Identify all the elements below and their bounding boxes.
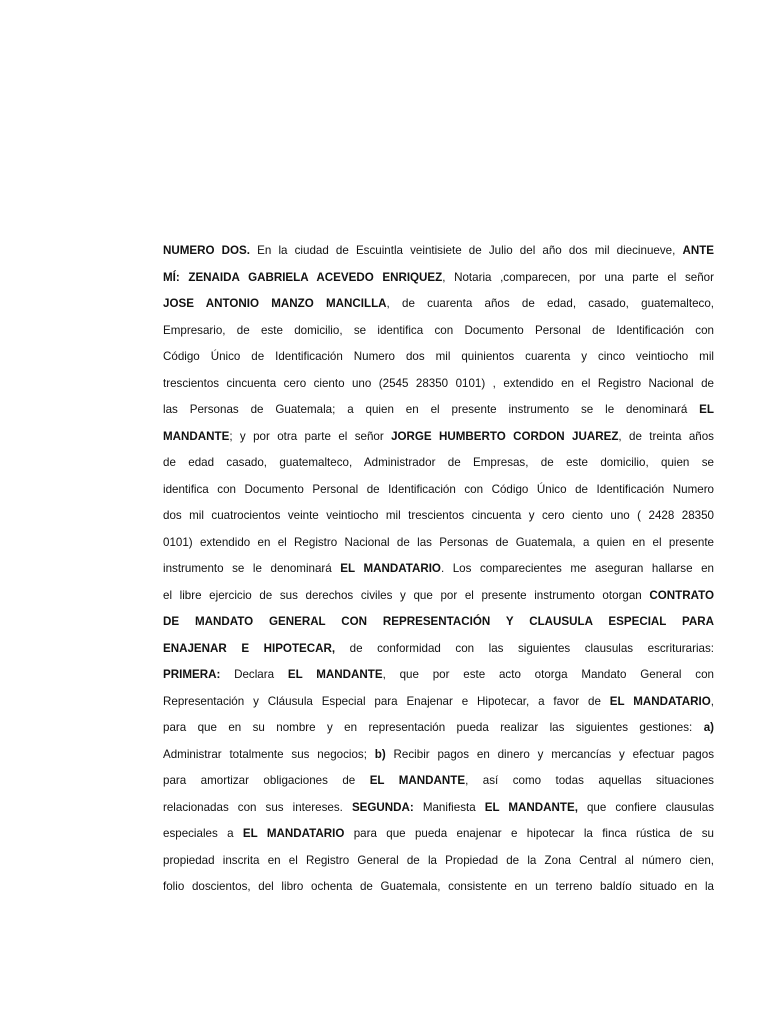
text-segment: instrumento se le denominará	[163, 562, 341, 575]
text-line	[163, 662, 714, 689]
text-segment: de conformidad con las siguientes clausulas escriturarias:	[335, 641, 714, 655]
text-segment: que confiere clausulas	[577, 800, 714, 814]
text-segment: MÍ: ZENAIDA GABRIELA ACEVEDO ENRIQUEZ	[163, 270, 443, 284]
text-segment: Administrar totalmente sus negocios;	[163, 747, 375, 761]
text-line	[163, 795, 714, 822]
text-segment: las Personas de Guatemala; a quien en el presente instrumento se le denominará	[163, 403, 700, 416]
text-segment: ; y por otra parte el señor	[229, 429, 392, 443]
text-segment: folio doscientos, del libro ochenta de Guatemala, consistente en un terreno baldío situado en la	[163, 880, 714, 893]
text-segment: trescientos cincuenta cero ciento uno (2545 28350 0101) , extendido en el Registro Nacional de	[163, 376, 714, 390]
text-line	[163, 397, 714, 424]
text-line	[163, 371, 714, 398]
text-segment: especiales a	[163, 827, 243, 840]
text-segment: Recibir pagos en dinero y mercancías y efectuar pagos	[385, 747, 714, 761]
text-segment: EL MANDATARIO	[609, 694, 711, 708]
text-segment: MANDANTE	[163, 429, 230, 443]
text-segment: , de treinta años	[618, 429, 714, 443]
text-line	[163, 768, 714, 795]
text-line	[163, 530, 714, 557]
text-line	[163, 291, 714, 318]
text-segment: 0101) extendido en el Registro Nacional de las Personas de Guatemala, a quien en el presente	[163, 535, 714, 549]
text-line	[163, 318, 714, 345]
text-segment: Código Único de Identificación Numero dos mil quinientos cuarenta y cinco veintiocho mil	[163, 350, 714, 363]
text-segment: propiedad inscrita en el Registro General de la Propiedad de la Zona Central al número cien,	[163, 853, 714, 867]
text-line	[163, 609, 714, 636]
text-segment: el libre ejercicio de sus derechos civiles y que por el presente instrumento otorgan	[163, 588, 650, 602]
text-segment: En la ciudad de Escuintla veintisiete de Julio del año dos mil diecinueve,	[250, 244, 683, 257]
text-segment: Declara	[220, 668, 288, 681]
text-line	[163, 344, 714, 371]
text-line	[163, 848, 714, 875]
text-line	[163, 636, 714, 663]
text-segment: identifica con Documento Personal de Identificación con Código Único de Identificación Numero	[163, 482, 714, 496]
text-line	[163, 424, 714, 451]
text-line	[163, 821, 714, 848]
text-segment: a)	[703, 721, 714, 734]
text-segment: , así como todas aquellas situaciones	[465, 774, 714, 787]
text-segment: de edad casado, guatemalteco, Administrador de Empresas, de este domicilio, quien se	[163, 456, 714, 469]
text-segment: relacionadas con sus intereses.	[163, 800, 352, 814]
text-segment: EL MANDATARIO	[242, 827, 345, 840]
text-segment: Representación y Cláusula Especial para Enajenar e Hipotecar, a favor de	[163, 694, 610, 708]
document-body	[163, 238, 714, 901]
text-segment: CONTRATO	[649, 588, 714, 602]
text-segment: , Notaria ,comparecen, por una parte el señor	[442, 270, 714, 284]
text-line	[163, 450, 714, 477]
text-segment: , de cuarenta años de edad, casado, guatemalteco,	[386, 297, 714, 310]
text-segment: Manifiesta	[413, 800, 485, 814]
text-segment: EL MANDATARIO	[340, 562, 441, 575]
text-segment: EL	[699, 403, 714, 416]
text-line	[163, 874, 714, 901]
text-line	[163, 265, 714, 292]
text-line	[163, 556, 714, 583]
text-segment: ,	[710, 694, 714, 708]
text-segment: ANTE	[682, 244, 715, 257]
text-segment: EL MANDANTE	[369, 774, 466, 787]
text-segment: para que en su nombre y en representación pueda realizar las siguientes gestiones:	[163, 721, 704, 734]
text-segment: JOSE ANTONIO MANZO MANCILLA	[163, 297, 387, 310]
text-segment: . Los comparecientes me aseguran hallarse en	[440, 562, 714, 575]
text-line	[163, 583, 714, 610]
text-line	[163, 477, 714, 504]
text-segment: EL MANDANTE,	[484, 800, 578, 814]
text-segment: b)	[374, 747, 386, 761]
text-line	[163, 742, 714, 769]
text-segment: , que por este acto otorga Mandato General con	[382, 668, 714, 681]
text-segment: PRIMERA:	[163, 668, 221, 681]
text-line	[163, 503, 714, 530]
text-segment: EL MANDANTE	[287, 668, 383, 681]
text-line	[163, 689, 714, 716]
text-segment: para amortizar obligaciones de	[163, 774, 370, 787]
text-segment: dos mil cuatrocientos veinte veintiocho mil trescientos cincuenta y cero ciento uno ( 2428 28350	[163, 509, 714, 522]
text-line	[163, 715, 714, 742]
text-line	[163, 238, 714, 265]
text-segment: JORGE HUMBERTO CORDON JUAREZ	[391, 429, 619, 443]
text-segment: SEGUNDA:	[351, 800, 414, 814]
text-segment: para que pueda enajenar e hipotecar la finca rústica de su	[344, 827, 714, 840]
text-segment: Empresario, de este domicilio, se identifica con Documento Personal de Identificación con	[163, 323, 714, 337]
text-segment: NUMERO DOS.	[163, 244, 251, 257]
text-segment: DE MANDATO GENERAL CON REPRESENTACIÓN Y CLAUSULA ESPECIAL PARA	[163, 615, 714, 628]
text-segment: ENAJENAR E HIPOTECAR,	[163, 641, 336, 655]
